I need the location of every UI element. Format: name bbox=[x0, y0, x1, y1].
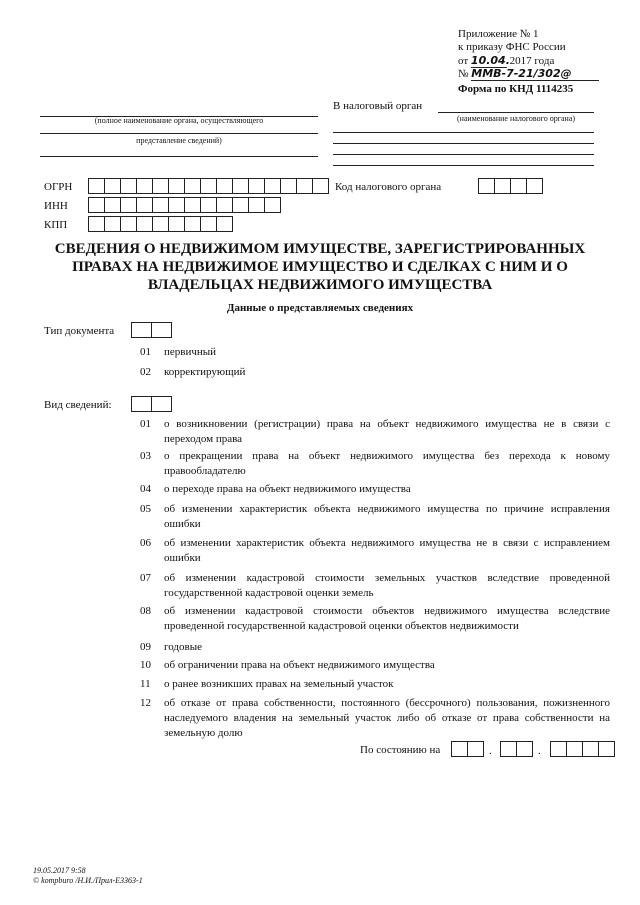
as-of-sep-1: . bbox=[489, 745, 492, 757]
doc-type-cells[interactable] bbox=[131, 322, 171, 338]
info-type-label: Вид сведений: bbox=[44, 399, 112, 411]
sender-line-3[interactable] bbox=[40, 156, 318, 157]
info-type-item: 04 о переходе права на объект недвижимого имущества bbox=[140, 483, 411, 495]
order-number-prefix: № bbox=[458, 68, 469, 80]
inn-label: ИНН bbox=[44, 200, 68, 212]
sender-line-2[interactable] bbox=[40, 133, 318, 134]
doc-type-label: Тип документа bbox=[44, 325, 115, 337]
page-title bbox=[40, 240, 600, 294]
tax-authority-line-2[interactable] bbox=[333, 132, 594, 133]
footer-timestamp: 19.05.2017 9:58 bbox=[33, 866, 86, 875]
as-of-year-cells[interactable] bbox=[550, 741, 614, 757]
info-type-item: 03 о прекращении права на объект недвижимого имущества без перехода к новому правообладателю bbox=[140, 450, 610, 477]
title-line-1: СВЕДЕНИЯ О НЕДВИЖИМОМ ИМУЩЕСТВЕ, ЗАРЕГИСТРИРОВАННЫХ bbox=[54, 241, 586, 257]
subtitle: Данные о представляемых сведениях bbox=[226, 302, 414, 314]
tax-authority-line-3[interactable] bbox=[333, 143, 594, 144]
tax-authority-code-label: Код налогового органа bbox=[335, 181, 442, 193]
doc-type-code-02: 02 bbox=[140, 366, 151, 378]
info-type-cells[interactable] bbox=[131, 396, 171, 412]
info-type-item: 11 о ранее возникших правах на земельный участок bbox=[140, 678, 394, 690]
kpp-cells[interactable] bbox=[88, 216, 232, 232]
tax-authority-line-1[interactable] bbox=[438, 112, 594, 113]
order-date-prefix: от bbox=[458, 55, 469, 67]
info-type-item: 12 об отказе от права собственности, постоянного (бессрочного) пользования, пожизненного наследуемого владения на земельный участок либо об отказе от права собственности на земельную долю bbox=[140, 697, 610, 739]
order-date bbox=[458, 54, 554, 68]
kpp-label: КПП bbox=[44, 219, 68, 231]
info-type-item: 07 об изменении кадастровой стоимости земельных участков вследствие проведенной государственной кадастровой оценки земель bbox=[140, 572, 610, 599]
sender-caption-1: (полное наименование органа, осуществляющего bbox=[94, 116, 264, 125]
order-date-handwritten: 10.04. bbox=[470, 54, 510, 67]
footer-source: © kompburo /Н.И./Прил-Е3363-1 bbox=[33, 876, 143, 885]
info-type-item: 06 об изменении характеристик объекта недвижимого имущества не в связи с исправлением ошибки bbox=[140, 537, 610, 564]
doc-type-text-01: первичный bbox=[164, 346, 217, 358]
title-line-2: ПРАВАХ НА НЕДВИЖИМОЕ ИМУЩЕСТВО И СДЕЛКАХ С НИМ И О bbox=[72, 259, 568, 275]
tax-authority-code-cells[interactable] bbox=[478, 178, 542, 194]
doc-type-text-02: корректирующий bbox=[164, 366, 246, 378]
inn-cells[interactable] bbox=[88, 197, 280, 213]
appendix-label: Приложение № 1 bbox=[458, 28, 539, 40]
doc-type-code-01: 01 bbox=[140, 346, 151, 358]
sender-caption-2: представление сведений) bbox=[136, 136, 222, 145]
form-code: Форма по КНД 1114235 bbox=[458, 83, 574, 95]
tax-authority-line-5[interactable] bbox=[333, 165, 594, 166]
info-type-item: 10 об ограничении права на объект недвижимого имущества bbox=[140, 659, 435, 671]
info-type-item: 08 об изменении кадастровой стоимости объектов недвижимого имущества вследствие проведенной государственной кадастровой оценки объектов недвижимости bbox=[140, 605, 610, 632]
as-of-sep-2: . bbox=[538, 745, 541, 757]
as-of-month-cells[interactable] bbox=[500, 741, 532, 757]
tax-authority-line-4[interactable] bbox=[333, 154, 594, 155]
order-number-handwritten: ММВ-7-21/302@ bbox=[471, 67, 599, 81]
info-type-item: 05 об изменении характеристик объекта недвижимого имущества по причине исправления ошибки bbox=[140, 503, 610, 530]
order-number bbox=[458, 67, 599, 81]
ogrn-label: ОГРН bbox=[44, 181, 73, 193]
as-of-label: По состоянию на bbox=[360, 744, 441, 756]
order-label: к приказу ФНС России bbox=[458, 41, 566, 53]
info-type-item: 09 годовые bbox=[140, 641, 202, 653]
title-line-3: ВЛАДЕЛЬЦАХ НЕДВИЖИМОГО ИМУЩЕСТВА bbox=[147, 277, 493, 293]
order-year: 2017 года bbox=[509, 55, 555, 67]
as-of-day-cells[interactable] bbox=[451, 741, 483, 757]
info-type-item: 01 о возникновении (регистрации) права на объект недвижимого имущества не в связи с переходом права bbox=[140, 418, 610, 445]
tax-authority-label: В налоговый орган bbox=[333, 100, 423, 112]
ogrn-cells[interactable] bbox=[88, 178, 328, 194]
tax-authority-caption: (наименование налогового органа) bbox=[456, 114, 576, 123]
